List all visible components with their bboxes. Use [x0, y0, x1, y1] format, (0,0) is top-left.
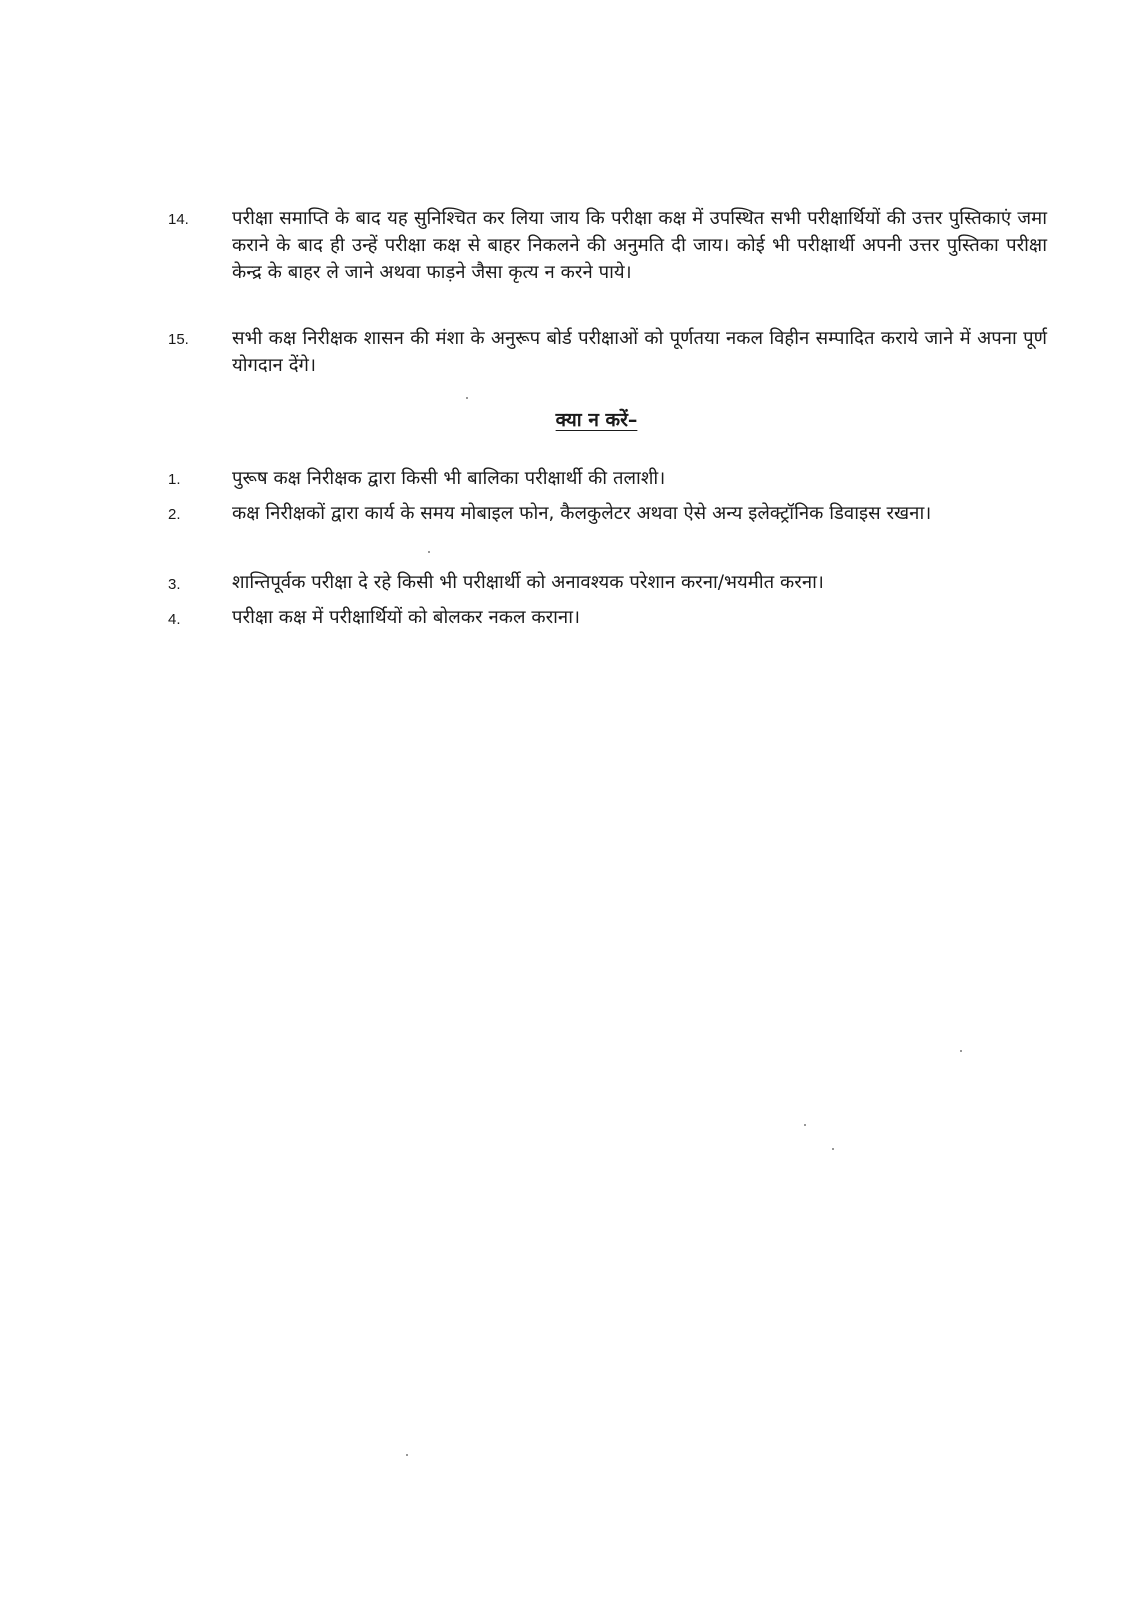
item-number: 14.: [168, 211, 189, 228]
item-text: कक्ष निरीक्षकों द्वारा कार्य के समय मोबाइल फोन, कैलकुलेटर अथवा ऐसे अन्य इलेक्ट्रॉनिक डिवाइस रखना।: [232, 503, 932, 524]
scan-speck: [832, 1148, 834, 1150]
scan-speck: [804, 1124, 806, 1126]
heading-text: क्या न करें–: [555, 409, 638, 431]
scan-speck: [466, 397, 468, 399]
item-text: शान्तिपूर्वक परीक्षा दे रहे किसी भी परीक्षार्थी को अनावश्यक परेशान करना/भयमीत करना।: [232, 572, 824, 593]
item-number: 4.: [168, 611, 181, 628]
scan-speck: [960, 1050, 962, 1052]
scan-speck: [406, 1454, 408, 1456]
item-text: सभी कक्ष निरीक्षक शासन की मंशा के अनुरूप बोर्ड परीक्षाओं को पूर्णतया नकल विहीन सम्पादित कराये जाने में अपना पूर्ण योगदान देंगे।: [232, 328, 1047, 376]
item-number: 3.: [168, 576, 181, 593]
item-number: 1.: [168, 471, 181, 488]
item-text: परीक्षा समाप्ति के बाद यह सुनिश्चित कर लिया जाय कि परीक्षा कक्ष में उपस्थित सभी परीक्षार्थियों की उत्तर पुस्तिकाएं जमा कराने के बाद ही उन्हें परीक्षा कक्ष से बाहर निकलने की अनुमति दी जाय। कोई भी परीक्षार्थी अपनी उत्तर पुस्तिका परीक्षा केन्द्र के बाहर ले जाने अथवा फाड़ने जैसा कृत्य न करने पाये।: [232, 208, 1047, 283]
item-number: 2.: [168, 506, 181, 523]
item-text: परीक्षा कक्ष में परीक्षार्थियों को बोलकर नकल कराना।: [232, 607, 581, 628]
section-heading: [0, 406, 1133, 432]
item-text: पुरूष कक्ष निरीक्षक द्वारा किसी भी बालिका परीक्षार्थी की तलाशी।: [232, 468, 666, 489]
scan-speck: [428, 551, 430, 553]
item-number: 15.: [168, 331, 189, 348]
